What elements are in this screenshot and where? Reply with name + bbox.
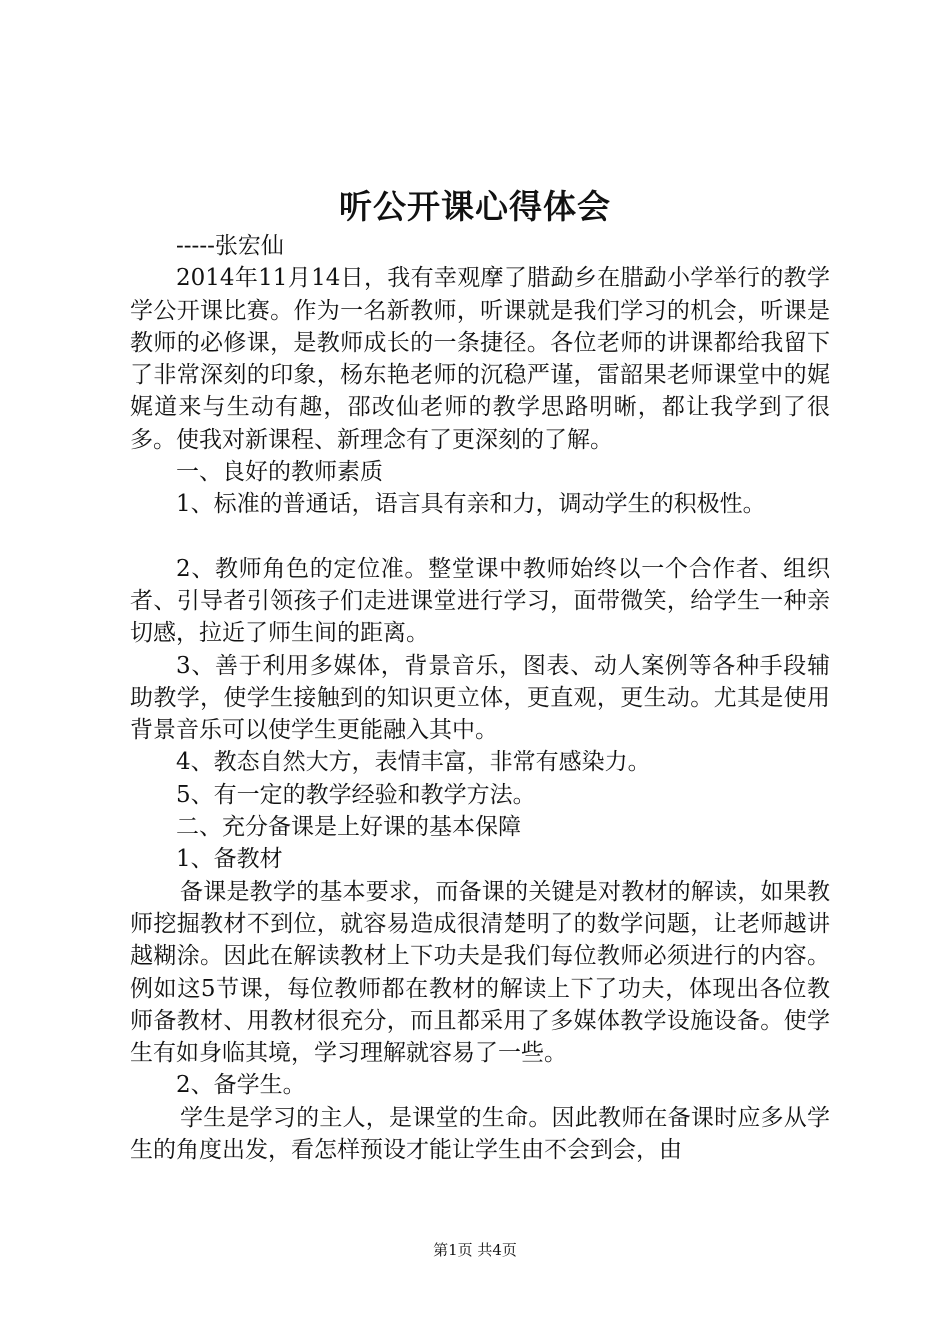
list-item-1-2: 2、教师角色的定位准。整堂课中教师始终以一个合作者、组织者、引导者引领孩子们走进课堂进行学习，面带微笑，给学生一种亲切感，拉近了师生间的距离。	[130, 555, 830, 647]
document-body	[130, 230, 830, 1166]
section-heading-2: 二、充分备课是上好课的基本保障	[176, 814, 521, 841]
subheading-2-1: 1、备教材	[176, 846, 283, 873]
author-line: -----张宏仙	[176, 233, 284, 259]
subheading-2-2: 2、备学生。	[176, 1072, 306, 1099]
section-heading-1: 一、良好的教师素质	[176, 459, 383, 486]
paragraph-intro: 2014年11月14日，我有幸观摩了腊勐乡在腊勐小学举行的教学学公开课比赛。作为一名新教师，听课就是我们学习的机会，听课是教师的必修课，是教师成长的一条捷径。各位老师的讲课都给我留下了非常深刻的印象，杨东艳老师的沉稳严谨，雷韶果老师课堂中的娓娓道来与生动有趣，邵改仙老师的教学思路明晰，都让我学到了很多。使我对新课程、新理念有了更深刻的了解。	[130, 265, 830, 453]
blank-line	[130, 521, 830, 553]
paragraph-2-2: 学生是学习的主人，是课堂的生命。因此教师在备课时应多从学生的角度出发，看怎样预设才能让学生由不会到会，由	[130, 1104, 830, 1164]
list-item-1-3: 3、善于利用多媒体，背景音乐，图表、动人案例等各种手段辅助教学，使学生接触到的知识更立体，更直观，更生动。尤其是使用背景音乐可以使学生更能融入其中。	[130, 652, 830, 744]
list-item-1-5: 5、有一定的教学经验和教学方法。	[176, 781, 536, 808]
list-item-1-1: 1、标准的普通话，语言具有亲和力，调动学生的积极性。	[176, 491, 766, 518]
page-footer: 第1页 共4页	[433, 1241, 517, 1259]
paragraph-2-1: 备课是教学的基本要求，而备课的关键是对教材的解读，如果教师挖掘教材不到位，就容易造成很清楚明了的数学问题，让老师越讲越糊涂。因此在解读教材上下功夫是我们每位教师必须进行的内容。例如这5节课，每位教师都在教材的解读上下了功夫，体现出各位教师备教材、用教材很充分，而且都采用了多媒体教学设施设备。使学生有如身临其境，学习理解就容易了一些。	[130, 878, 830, 1067]
document-title: 听公开课心得体会	[339, 187, 611, 226]
list-item-1-4: 4、教态自然大方，表情丰富，非常有感染力。	[176, 749, 651, 776]
